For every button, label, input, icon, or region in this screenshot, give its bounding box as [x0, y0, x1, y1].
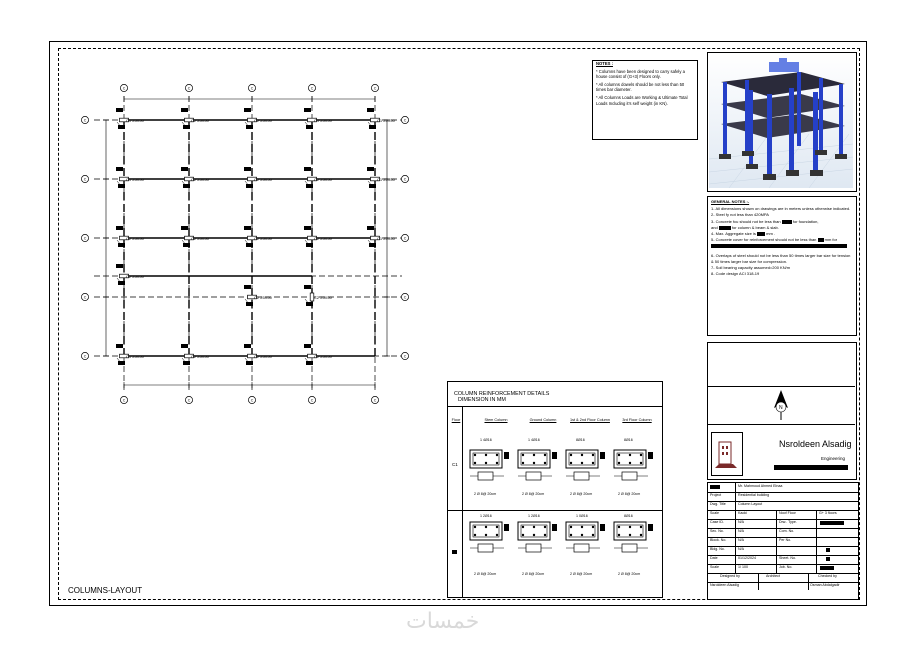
- general-note-line: 7- Soil bearing capacity assumed=200 KN/m: [711, 265, 791, 271]
- svg-text:C: C: [373, 86, 377, 91]
- bar-count: 1 0Ø16: [576, 514, 588, 518]
- title-block-divider: [735, 501, 736, 510]
- title-block-divider: [776, 519, 777, 528]
- column-label: C2 25X50: [314, 354, 332, 359]
- column-label: C2 25X50: [254, 354, 272, 359]
- general-notes-heading: GENERAL NOTES :-: [711, 199, 750, 204]
- svg-text:C: C: [187, 86, 191, 91]
- general-note-line: 6- Overlaps of steel should not be less than 50 times larger bar size for tension & 50 times larger bar size for compression.: [711, 252, 851, 264]
- column-label: C2 25X50: [314, 177, 332, 182]
- general-note-line: 1- All dimensions shown on drawings are in meters unless otherwise indicated.: [711, 206, 851, 212]
- title-block-divider: [735, 483, 736, 492]
- grid-bubble: [371, 396, 378, 403]
- title-block-label: Per No.: [779, 538, 792, 542]
- svg-text:C: C: [403, 118, 407, 123]
- column-label: C1 25X50: [377, 177, 395, 182]
- general-note-line: 2- Steel fy not less than 420MPA: [711, 212, 769, 218]
- bar-count: 8Ø16: [624, 438, 633, 442]
- drawing-title: COLUMNS-LAYOUT: [68, 586, 143, 595]
- signature-label: Architect: [766, 574, 780, 578]
- title-block-value: N/A: [738, 520, 744, 524]
- title-block-divider: [735, 492, 736, 501]
- column-label: C1 25X50: [126, 118, 144, 123]
- row-label: C1: [452, 462, 458, 467]
- title-block-divider: [735, 519, 736, 528]
- title-block-divider: [808, 573, 809, 582]
- title-block-divider: [758, 573, 759, 582]
- bar-count: 1 2Ø16: [528, 514, 540, 518]
- title-block-divider: [735, 537, 736, 546]
- title-block-divider: [776, 564, 777, 573]
- grid-bubble: [81, 116, 88, 123]
- column-label: C2 25X50: [191, 236, 209, 241]
- title-block-value: N/A: [738, 538, 744, 542]
- redaction-bar: [774, 465, 848, 470]
- rebar-section: [470, 522, 509, 552]
- title-block-label: Case ID.: [710, 520, 724, 524]
- svg-text:C: C: [122, 398, 126, 403]
- svg-text:C: C: [403, 295, 407, 300]
- signature-label: Checked by: [818, 574, 837, 578]
- logo-icon: [713, 434, 739, 472]
- grid-bubble: [185, 84, 192, 91]
- north-label: N: [779, 405, 783, 411]
- svg-text:C: C: [83, 177, 87, 182]
- stirrup-label: 2 Ø 8@ 20cm: [474, 492, 497, 496]
- title-block-value: N/A: [738, 547, 744, 551]
- general-note-redaction: [711, 243, 853, 249]
- stirrup-label: 2 Ø 8@ 20cm: [474, 572, 497, 576]
- title-block-divider: [776, 537, 777, 546]
- notes-box: [592, 60, 698, 140]
- title-block-label: Bldg. No.: [710, 547, 725, 551]
- bar-count: 1 2Ø16: [480, 514, 492, 518]
- svg-text:C: C: [187, 398, 191, 403]
- title-block-value: 01/12/2024: [738, 556, 756, 560]
- column-label: C1 25X50: [377, 118, 395, 123]
- building-3d-render: [709, 54, 853, 188]
- column-label: C2 25X50: [254, 118, 272, 123]
- title-block-divider: [816, 564, 817, 573]
- signature-label: Designed by: [720, 574, 740, 578]
- watermark: خمسات: [406, 609, 480, 634]
- bar-count: 1 4Ø16: [528, 438, 540, 442]
- svg-text:C: C: [403, 354, 407, 359]
- grid-bubble: [120, 396, 127, 403]
- title-block-divider: [776, 510, 777, 519]
- rebar-section: [614, 450, 653, 480]
- column-label: C1 25X50: [377, 236, 395, 241]
- signature-names-row: [708, 582, 858, 590]
- column-label: C2 25X50: [126, 236, 144, 241]
- details-title-line: COLUMN REINFORCEMENT DETAILS: [454, 391, 550, 397]
- panel-divider: [707, 386, 855, 387]
- grid-bubble: [81, 175, 88, 182]
- grid-bubble: [185, 396, 192, 403]
- svg-text:C: C: [310, 398, 314, 403]
- svg-text:C: C: [310, 86, 314, 91]
- grid-bubble: [81, 293, 88, 300]
- svg-text:C: C: [403, 177, 407, 182]
- column-reinforcement-details: [447, 381, 663, 598]
- redaction-bar: [826, 557, 830, 561]
- title-block-divider: [735, 546, 736, 555]
- title-block-label: Noof Floor: [779, 511, 796, 515]
- stirrup-label: 2 Ø 8@ 20cm: [570, 492, 593, 496]
- title-block-divider: [735, 528, 736, 537]
- grid-bubble: [248, 84, 255, 91]
- column-label: C2 25X50: [254, 236, 272, 241]
- note-item: * Columns have been designed to carry safely a house consist of (G+3) Floors only.: [596, 68, 685, 80]
- title-block-label: Project: [710, 493, 722, 497]
- title-block-divider: [735, 510, 736, 519]
- title-block-label: Scale: [710, 565, 719, 569]
- grid-bubble: [308, 396, 315, 403]
- title-block-label: Block. No.: [710, 538, 727, 542]
- title-block-divider: [776, 555, 777, 564]
- svg-text:C: C: [250, 86, 254, 91]
- redaction-bar: [710, 485, 720, 489]
- engineer-role: Engineering: [821, 456, 846, 461]
- svg-text:C: C: [373, 398, 377, 403]
- grid-bubble: [308, 84, 315, 91]
- redaction-bar: [826, 548, 830, 552]
- svg-text:C: C: [250, 398, 254, 403]
- title-block-label: Job. No.: [779, 565, 793, 569]
- details-header: Floor: [451, 418, 461, 422]
- general-note-line: 8- Code design ACI 318-19: [711, 271, 760, 277]
- column-label: C2 25X50: [254, 295, 272, 300]
- details-header: 3rd Floor Column: [622, 418, 652, 422]
- title-block-value: Column Layout: [738, 502, 763, 506]
- grid-bubble: [371, 84, 378, 91]
- title-block-divider: [816, 510, 817, 519]
- stirrup-label: 2 Ø 8@ 20cm: [618, 492, 641, 496]
- note-item: * All columns dowels should be not less than 50 times bar diameter.: [596, 81, 685, 93]
- grid-bubble: [401, 234, 408, 241]
- stirrup-label: 2 Ø 8@ 20cm: [522, 492, 545, 496]
- column-label: C2 25X50: [126, 274, 144, 279]
- grid-bubble: [401, 293, 408, 300]
- rebar-section: [518, 450, 557, 480]
- grid-bubble: [401, 175, 408, 182]
- title-block-label: Sheet. No.: [779, 556, 796, 560]
- title-block-value: N/A: [738, 529, 744, 533]
- column-label: C2 25X50: [191, 354, 209, 359]
- svg-text:C: C: [83, 295, 87, 300]
- general-note-line: and for column & beam & slab.: [711, 224, 779, 230]
- title-block-value: 1/ 100: [738, 565, 748, 569]
- reinforcement-sections: [448, 382, 662, 597]
- title-block-divider: [816, 546, 817, 555]
- title-block-divider: [735, 564, 736, 573]
- general-note-line: 5- Concrete cover for reinforcement should not be less than mm for: [711, 237, 838, 243]
- svg-text:C: C: [83, 236, 87, 241]
- general-notes-box: [707, 196, 857, 336]
- grid-bubble: [248, 396, 255, 403]
- title-block-divider: [816, 519, 817, 528]
- grid-bubble: [120, 84, 127, 91]
- stirrup-label: 2 Ø 8@ 20cm: [570, 572, 593, 576]
- engineer-name: Nsroldeen Alsadig: [779, 439, 852, 449]
- signature-name: Nsroldeen Alsadig: [710, 583, 739, 587]
- signature-name: Osman Abdalgadir: [810, 583, 840, 587]
- title-block-divider: [758, 582, 759, 590]
- title-block-divider: [816, 528, 817, 537]
- title-block-label: Drw.. Type.: [779, 520, 797, 524]
- svg-text:C: C: [403, 236, 407, 241]
- general-note-line: 3- Concrete fcu should not be less than for foundation,: [711, 218, 819, 224]
- title-block-value: Residential building: [738, 493, 770, 497]
- rebar-section: [614, 522, 653, 552]
- title-block-divider: [776, 546, 777, 555]
- details-header: Ground Column: [529, 418, 557, 422]
- grid-bubble: [401, 116, 408, 123]
- title-block: [707, 482, 859, 600]
- column-label: C2 25X50: [191, 177, 209, 182]
- svg-text:C: C: [83, 118, 87, 123]
- details-subtitle-line: DIMENSION IN MM: [458, 397, 506, 403]
- title-block-value: Mr. Mahmoud Ahmed Elnaa: [738, 484, 783, 488]
- title-block-label: Com. No.: [779, 529, 795, 533]
- svg-text:C: C: [122, 86, 126, 91]
- title-block-label: Date: [710, 556, 718, 560]
- general-note-line: 4- Max. Aggregate size is mm .: [711, 231, 776, 237]
- column-label: C2 25X50: [191, 118, 209, 123]
- notes-heading: NOTES :: [596, 61, 613, 66]
- column-label: C1 25X50: [314, 118, 332, 123]
- title-block-divider: [816, 555, 817, 564]
- stirrup-label: 2 Ø 8@ 20cm: [522, 572, 545, 576]
- details-header: Stem Column: [484, 418, 508, 422]
- svg-text:C: C: [83, 354, 87, 359]
- bar-count: 8Ø16: [576, 438, 585, 442]
- title-block-divider: [776, 528, 777, 537]
- column-label: C2 25X50: [314, 295, 332, 300]
- grid-bubble: [81, 352, 88, 359]
- note-item: * All Columns Loads are Working & Ultimate Total Loads Including it's self weight (in KN).: [596, 94, 688, 106]
- title-block-value: Kaoki: [738, 511, 747, 515]
- title-block-value: G+ 3 floors: [819, 511, 837, 515]
- bar-count: 8Ø16: [624, 514, 633, 518]
- rebar-section: [566, 450, 605, 480]
- title-block-label: Sec. No.: [710, 529, 724, 533]
- grid-bubble: [401, 352, 408, 359]
- title-block-label: Scale: [710, 511, 719, 515]
- title-block-divider: [816, 537, 817, 546]
- redaction-bar: [820, 566, 834, 570]
- column-label: C2 25X50: [254, 177, 272, 182]
- rebar-section: [518, 522, 557, 552]
- details-header: 1st & 2nd Floor Column: [570, 418, 610, 422]
- redaction-bar: [820, 521, 844, 525]
- rebar-section: [470, 450, 509, 480]
- column-label: C1 25X50: [126, 354, 144, 359]
- rebar-section: [566, 522, 605, 552]
- title-block-divider: [808, 582, 809, 590]
- title-block-divider: [735, 555, 736, 564]
- title-block-label: Dwg. Title: [710, 502, 726, 506]
- stirrup-label: 2 Ø 8@ 20cm: [618, 572, 641, 576]
- column-label: C2 25X50: [314, 236, 332, 241]
- grid-bubble: [81, 234, 88, 241]
- bar-count: 1 4Ø16: [480, 438, 492, 442]
- panel-divider: [707, 424, 855, 425]
- column-label: C1 25X50: [126, 177, 144, 182]
- redaction-bar: [452, 550, 457, 554]
